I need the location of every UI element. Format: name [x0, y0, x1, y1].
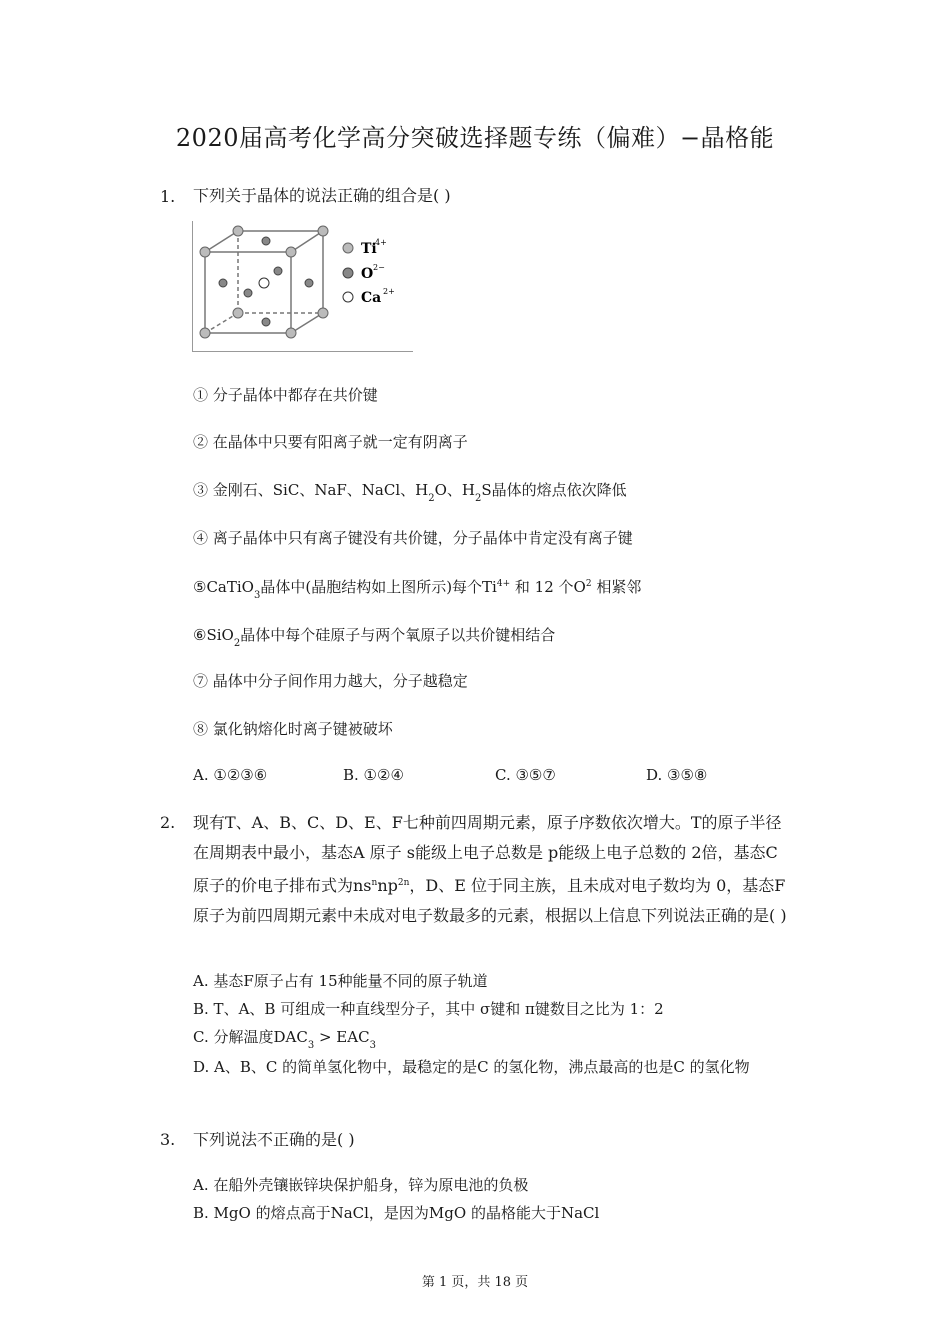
question-number: 3.	[160, 1130, 176, 1149]
statement-3: ③ 金刚石、SiC、NaF、NaCl、$H_2O$、$H_2S$晶体的熔点依次降低	[193, 481, 627, 504]
question-stem: 下列说法不正确的是( )	[193, 1130, 355, 1149]
legend-ca-charge: 2+	[383, 287, 395, 296]
crystal-cell-figure	[192, 221, 413, 352]
q3-option-a[interactable]: A. 在船外壳镶嵌锌块保护船身，锌为原电池的负极	[193, 1176, 529, 1194]
q1-option-a[interactable]: A. ①②③⑥	[193, 766, 268, 784]
q1-option-c[interactable]: C. ③⑤⑦	[495, 766, 556, 784]
statement-8: ⑧ 氯化钠熔化时离子键被破坏	[193, 720, 393, 738]
statement-2: ② 在晶体中只要有阳离子就一定有阴离子	[193, 433, 468, 451]
page-footer: 第 1 页，共 18 页	[421, 1275, 529, 1290]
statement-7: ⑦ 晶体中分子间作用力越大，分子越稳定	[193, 672, 468, 690]
q1-option-b[interactable]: B. ①②④	[343, 766, 404, 784]
statement-6: ⑥SiO$_2$晶体中每个硅原子与两个氧原子以共价键相结合	[193, 626, 556, 649]
question-number: 2.	[160, 813, 176, 832]
q2-option-a[interactable]: A. 基态F原子占有 15种能量不同的原子轨道	[193, 972, 488, 990]
q1-option-d[interactable]: D. ③⑤⑧	[646, 766, 708, 784]
question-stem: 下列关于晶体的说法正确的组合是( )	[193, 186, 451, 205]
legend-ti-charge: 4+	[375, 238, 387, 247]
q2-option-c[interactable]: C. 分解温度$DAC_3 > EAC_3$	[193, 1028, 376, 1051]
document-title: 2020届高考化学高分突破选择题专练（偏难）−晶格能	[175, 124, 775, 152]
unit-cell-diagram	[193, 221, 413, 351]
question-stem: 现有T、A、B、C、D、E、F七种前四周期元素，原子序数依次增大。T的原子半径在周期表中最小，基态A 原子 s能级上电子总数是 p能级上电子总数的 2倍，基态C 原子的价电子排布式为$ns^nnp^{2n}$，D、E 位于同主族，且未成对电子数均为 0，基态F原子为前四周期元素中未成对电子数最多的元素，根据以上信息下列说法正确的是( )	[193, 813, 787, 925]
legend-o-charge: 2−	[373, 263, 385, 272]
statement-5: ⑤CaTiO$_3$晶体中(晶胞结构如上图所示)每个$Ti^{4+}$ 和 12 个$O^2$ 相紧邻	[193, 578, 642, 601]
q3-option-b[interactable]: B. MgO 的熔点高于NaCl，是因为MgO 的晶格能大于NaCl	[193, 1204, 600, 1222]
question-number: 1.	[160, 187, 176, 206]
q2-option-b[interactable]: B. T、A、B 可组成一种直线型分子，其中 σ键和 π键数目之比为 1：2	[193, 1000, 664, 1018]
legend-o: O	[361, 266, 374, 282]
statement-1: ① 分子晶体中都存在共价键	[193, 386, 378, 404]
statement-4: ④ 离子晶体中只有离子键没有共价键，分子晶体中肯定没有离子键	[193, 529, 633, 547]
legend-ti: Ti	[361, 241, 377, 257]
q2-option-d[interactable]: D. A、B、C 的简单氢化物中，最稳定的是C 的氢化物，沸点最高的也是C 的氢化物	[193, 1058, 750, 1076]
legend-ca: Ca	[361, 290, 382, 306]
